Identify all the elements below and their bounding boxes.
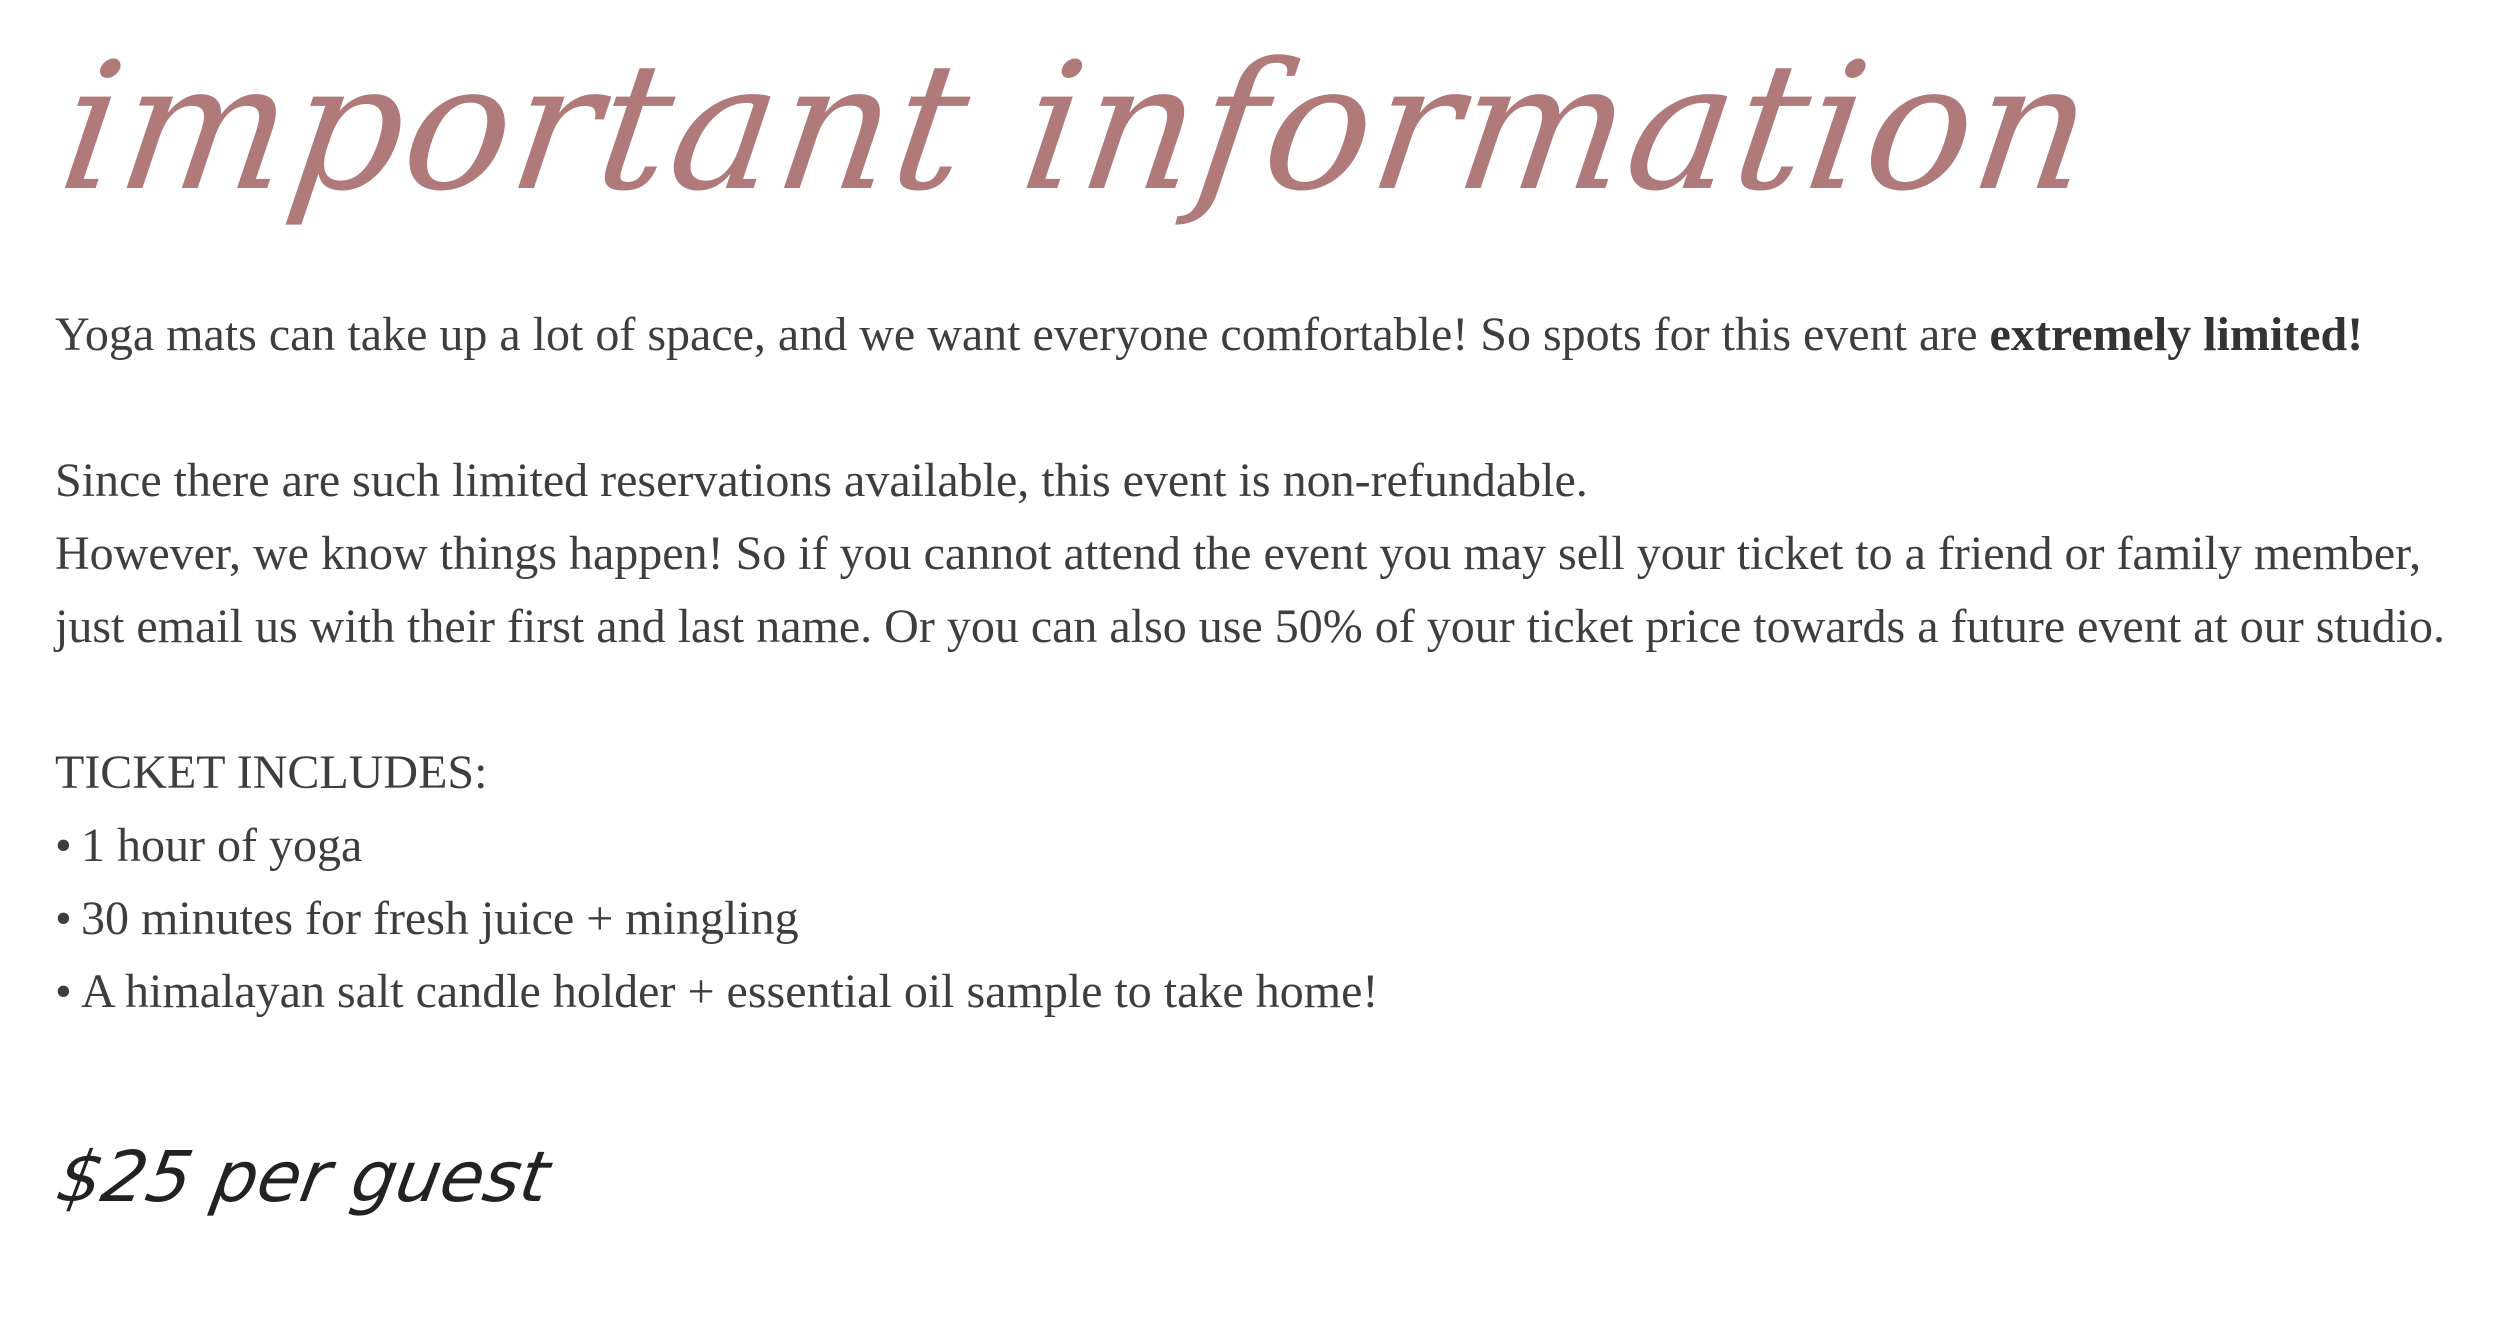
paragraph-spacer (55, 371, 2485, 444)
list-item (55, 882, 2485, 955)
list-item-text: 1 hour of yoga (81, 819, 363, 872)
intro-text: Yoga mats can take up a lot of space, and we want everyone comfortable! So spots for this event are (55, 308, 1990, 361)
bullet-icon: • (55, 819, 72, 872)
bullet-icon: • (55, 965, 72, 1018)
list-item (55, 955, 2485, 1028)
intro-paragraph (55, 298, 2485, 371)
list-item-text: A himalayan salt candle holder + essential oil sample to take home! (81, 965, 1379, 1018)
list-item-text: 30 minutes for fresh juice + mingling (81, 892, 799, 945)
ticket-includes-list (55, 809, 2485, 1028)
list-item (55, 809, 2485, 882)
paragraph-spacer (55, 663, 2485, 736)
event-description (55, 298, 2485, 1028)
ticket-transfer-policy: However, we know things happen! So if you cannot attend the event you may sell your ticket to a friend or family member, just email us with their first and last name. Or you can also use 50% of your ticket price towards a future event at our studio. (55, 527, 2446, 653)
bullet-icon: • (55, 892, 72, 945)
intro-emphasis: extremely limited! (1989, 308, 2364, 361)
refund-policy-line: Since there are such limited reservations available, this event is non-refundable. (55, 454, 1588, 507)
price-label: $25 per guest (50, 1136, 556, 1218)
ticket-includes-title: TICKET INCLUDES: (55, 746, 488, 799)
section-heading: important information (50, 25, 2106, 230)
